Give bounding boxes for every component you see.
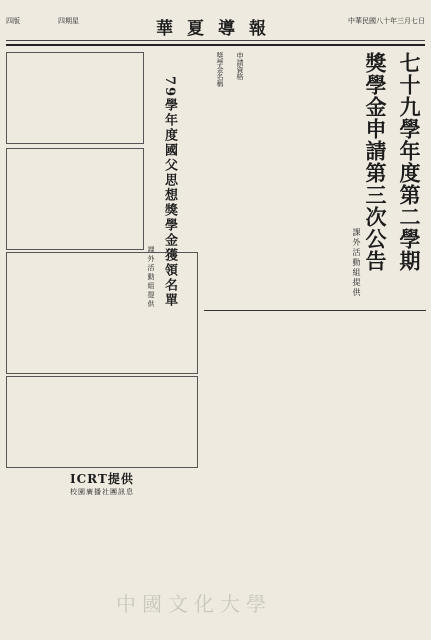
paper-title: 華夏導報 xyxy=(156,19,280,39)
publication-date: 中華民國八十年三月七日 xyxy=(348,17,425,25)
ad-title: ICRT提供 xyxy=(70,472,134,486)
award-list-title-text: 79學年度國父思想獎學金獲領名單 xyxy=(162,76,177,309)
notice-title-line-2: 獎學金申請第三次公告 xyxy=(363,52,388,272)
ad-subtitle: 校園廣播社團訊息 xyxy=(70,488,134,496)
masthead-left xyxy=(6,16,79,26)
notice-title xyxy=(360,52,424,272)
watermark: 中國文化大學 xyxy=(116,592,272,616)
masthead xyxy=(6,14,425,46)
name-grid-middle xyxy=(6,148,144,250)
page-label: 四版 xyxy=(6,17,20,25)
scholarship-notice xyxy=(204,52,426,612)
name-grid-bottom xyxy=(6,376,198,468)
award-list-provider: 課外活動組提供 xyxy=(147,246,155,309)
notice-section-label-2: 申請資格 xyxy=(236,52,244,80)
name-grid-top xyxy=(6,52,144,144)
notice-lower-table xyxy=(204,310,426,311)
masthead-rule xyxy=(6,40,425,41)
issue-label: 四期星 xyxy=(58,17,79,25)
notice-title-line-1: 七十九學年度第二學期 xyxy=(397,52,422,272)
notice-provider: 課外活動組提供 xyxy=(352,228,361,298)
name-grid-lower xyxy=(6,252,198,374)
notice-section-label-1: 獎學金名稱 xyxy=(216,52,224,87)
